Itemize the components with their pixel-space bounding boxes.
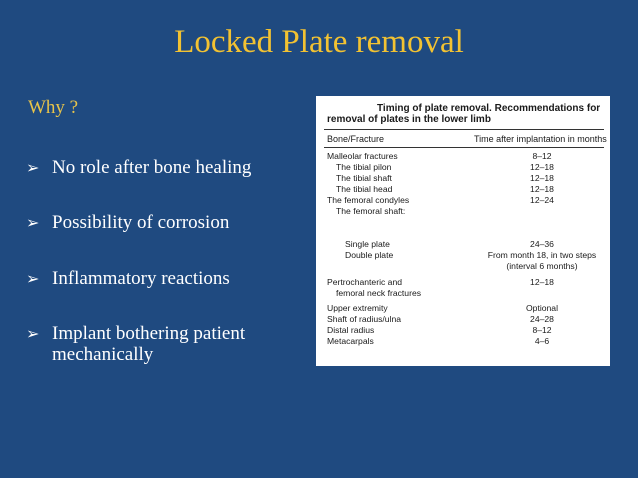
time-cell: 8–12: [532, 325, 552, 335]
table-title: [327, 103, 607, 125]
time-cell: 12–18: [530, 162, 554, 172]
table-row: [316, 239, 610, 250]
bullet-text: Inflammatory reactions: [52, 268, 230, 289]
table-row: [316, 184, 610, 195]
table-row: [316, 303, 610, 314]
table-row: [316, 336, 610, 347]
table-row: [316, 325, 610, 336]
column-header-bone: Bone/Fracture: [327, 134, 385, 144]
bullet-item: [26, 268, 230, 289]
arrow-bullet-icon: ➢: [26, 269, 40, 288]
time-cell: 8–12: [532, 151, 552, 161]
bullet-text: Implant bothering patient mechanically: [52, 323, 246, 365]
arrow-bullet-icon: ➢: [26, 324, 40, 343]
bone-cell: Malleolar fractures: [327, 151, 398, 161]
table-row: [316, 314, 610, 325]
table-row: [316, 288, 610, 299]
column-header-time: Time after implantation in months: [474, 134, 607, 144]
table-title-line1: Timing of plate removal. Recommendations for: [377, 103, 601, 114]
bone-cell: Shaft of radius/ulna: [327, 314, 402, 324]
time-cell: 24–36: [530, 239, 554, 249]
bone-cell: Single plate: [345, 239, 390, 249]
bullet-item: [26, 323, 312, 365]
bone-cell: The tibial head: [336, 184, 393, 194]
time-cell: 24–28: [530, 314, 554, 324]
table-row: [316, 195, 610, 206]
table-row: [316, 250, 610, 261]
table-top-rule: [324, 129, 604, 130]
bullet-item: [26, 212, 229, 233]
table-row: [316, 151, 610, 162]
table-row: [316, 277, 610, 288]
plate-removal-table: [316, 96, 610, 366]
table-row: [316, 261, 610, 272]
bullet-text: Possibility of corrosion: [52, 212, 230, 233]
time-cell: From month 18, in two steps: [487, 250, 597, 260]
arrow-bullet-icon: ➢: [26, 158, 40, 177]
time-cell: 12–18: [530, 184, 554, 194]
table-row: [316, 162, 610, 173]
bone-cell: The tibial shaft: [336, 173, 392, 183]
bone-cell: Upper extremity: [327, 303, 388, 313]
arrow-bullet-icon: ➢: [26, 213, 40, 232]
bone-cell: femoral neck fractures: [336, 288, 422, 298]
time-cell: (interval 6 months): [506, 261, 578, 271]
bone-cell: Metacarpals: [327, 336, 374, 346]
time-cell: Optional: [525, 303, 558, 313]
time-cell: 12–24: [530, 195, 554, 205]
slide-subtitle: Why ?: [28, 97, 79, 118]
time-cell: 12–18: [530, 277, 554, 287]
bone-cell: The tibial pilon: [336, 162, 392, 172]
table-title-line2: removal of plates in the lower limb: [327, 114, 491, 125]
bone-cell: Double plate: [345, 250, 394, 260]
slide-title: Locked Plate removal: [174, 24, 464, 60]
time-cell: 12–18: [530, 173, 554, 183]
table-row: [316, 173, 610, 184]
bone-cell: The femoral condyles: [327, 195, 410, 205]
bullet-item: [26, 157, 251, 178]
time-cell: 4–6: [534, 336, 550, 346]
bone-cell: The femoral shaft:: [336, 206, 406, 216]
bone-cell: Distal radius: [327, 325, 375, 335]
bone-cell: Pertrochanteric and: [327, 277, 402, 287]
table-header-rule: [324, 147, 604, 148]
bullet-text: No role after bone healing: [52, 157, 252, 178]
table-row: [316, 206, 610, 217]
